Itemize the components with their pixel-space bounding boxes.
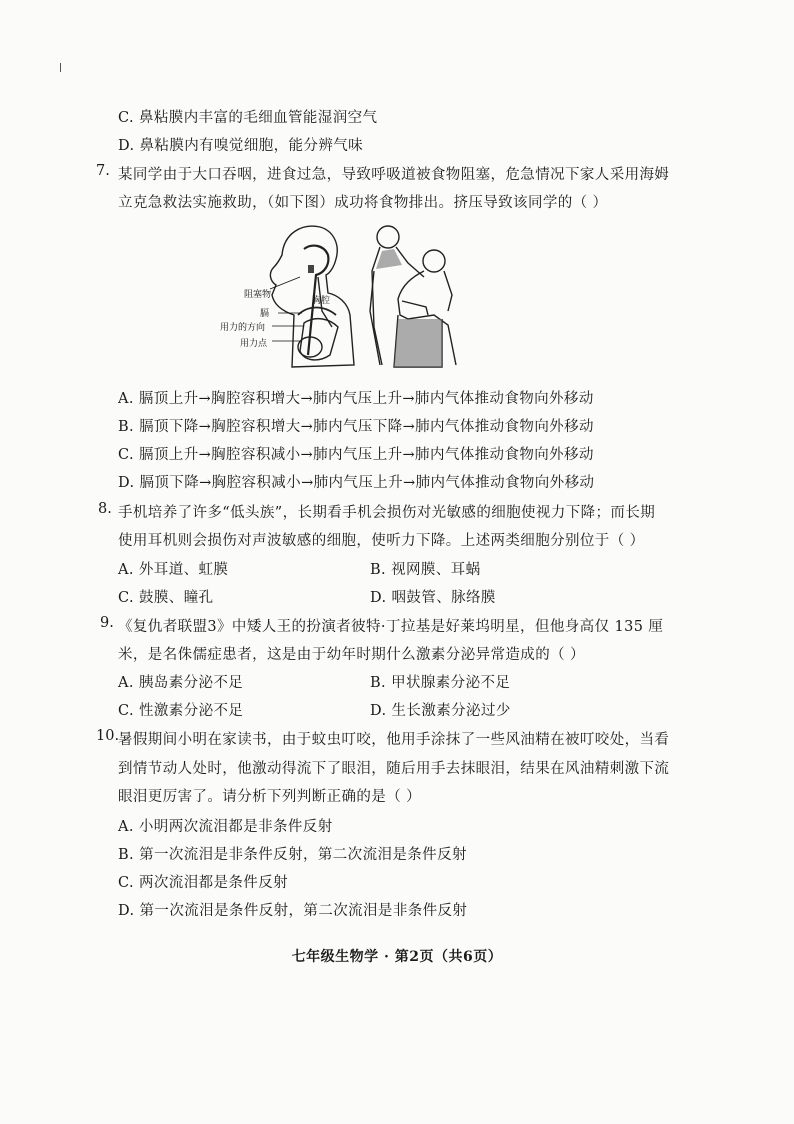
- q7-option-a: A. 膈顶上升→胸腔容积增大→肺内气压上升→肺内气体推动食物向外移动: [118, 391, 594, 407]
- prev-option-d: D. 鼻粘膜内有嗅觉细胞，能分辨气味: [118, 138, 364, 154]
- q9-stem-line1: 《复仇者联盟3》中矮人王的扮演者彼特·丁拉基是好莱坞明星，但他身高仅 135 厘: [118, 619, 664, 635]
- prev-option-c: C. 鼻粘膜内丰富的毛细血管能湿润空气: [118, 110, 378, 126]
- heimlich-illustration: [212, 215, 474, 380]
- q9-option-d: D. 生长激素分泌过少: [370, 703, 511, 719]
- q10-number: 10.: [96, 728, 120, 744]
- q9-stem-line2: 米，是名侏儒症患者，这是由于幼年时期什么激素分泌异常造成的（ ）: [118, 647, 585, 663]
- label-diaphragm: 膈: [260, 309, 270, 319]
- q10-option-c: C. 两次流泪都是条件反射: [118, 875, 288, 891]
- q9-option-a: A. 胰岛素分泌不足: [118, 675, 244, 691]
- q8-option-b: B. 视网膜、耳蜗: [370, 562, 481, 578]
- label-blockage: 阻塞物: [244, 290, 272, 300]
- q8-option-a: A. 外耳道、虹膜: [118, 562, 229, 578]
- q8-option-c: C. 鼓膜、瞳孔: [118, 590, 214, 606]
- q7-number: 7.: [96, 163, 110, 179]
- q10-stem-line1: 暑假期间小明在家读书，由于蚊虫叮咬，他用手涂抹了一些风油精在被叮咬处，当看: [118, 732, 670, 748]
- scan-mark: [60, 63, 61, 72]
- q10-stem-line3: 眼泪更厉害了。请分析下列判断正确的是（ ）: [118, 789, 422, 805]
- q7-option-d: D. 膈顶下降→胸腔容积减小→肺内气压上升→肺内气体推动食物向外移动: [118, 475, 595, 491]
- q10-option-d: D. 第一次流泪是条件反射，第二次流泪是非条件反射: [118, 903, 468, 919]
- q8-number: 8.: [98, 501, 112, 517]
- q10-option-a: A. 小明两次流泪都是非条件反射: [118, 819, 333, 835]
- q7-stem-line2: 立克急救法实施救助，（如下图）成功将食物排出。挤压导致该同学的（ ）: [118, 195, 608, 211]
- q8-option-d: D. 咽鼓管、脉络膜: [370, 590, 496, 606]
- heimlich-figure: [212, 215, 474, 380]
- q7-option-b: B. 膈顶下降→胸腔容积增大→肺内气压下降→肺内气体推动食物向外移动: [118, 419, 594, 435]
- q10-option-b: B. 第一次流泪是非条件反射，第二次流泪是条件反射: [118, 847, 467, 863]
- q10-stem-line2: 到情节动人处时，他激动得流下了眼泪，随后用手去抹眼泪，结果在风油精刺激下流: [118, 761, 670, 777]
- label-force-point: 用力点: [240, 339, 268, 349]
- label-chest: 胸腔: [312, 296, 331, 306]
- q8-stem-line1: 手机培养了许多“低头族”，长期看手机会损伤对光敏感的细胞使视力下降；而长期: [118, 505, 656, 521]
- q9-option-c: C. 性激素分泌不足: [118, 703, 244, 719]
- q7-stem-line1: 某同学由于大口吞咽，进食过急，导致呼吸道被食物阻塞，危急情况下家人采用海姆: [118, 167, 670, 183]
- q9-option-b: B. 甲状腺素分泌不足: [370, 675, 511, 691]
- q7-option-c: C. 膈顶上升→胸腔容积减小→肺内气压上升→肺内气体推动食物向外移动: [118, 447, 594, 463]
- q8-stem-line2: 使用耳机则会损伤对声波敏感的细胞，使听力下降。上述两类细胞分别位于（ ）: [118, 533, 645, 549]
- page-footer: 七年级生物学 · 第2页（共6页）: [291, 949, 503, 965]
- label-force-direction: 用力的方向: [220, 323, 266, 333]
- q9-number: 9.: [100, 615, 114, 631]
